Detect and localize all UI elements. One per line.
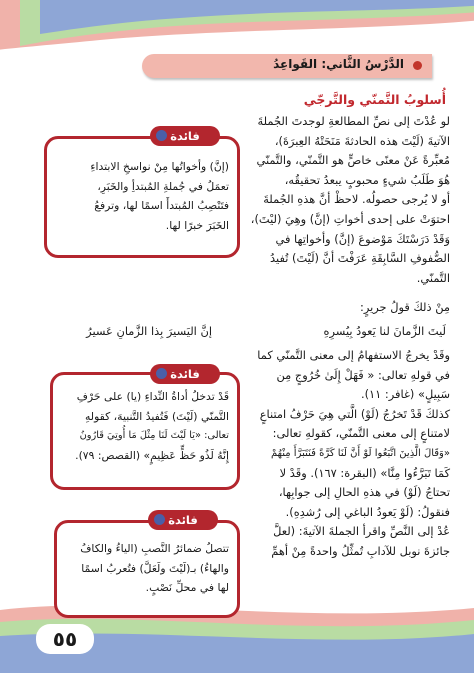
paragraph-line: فنقولُ: (لَوْ يَعودُ الباغي إلى رُشدِهِ). [285, 504, 450, 519]
paragraph-line: جائزةَ نوبل للآدابِ تُمثِّلُ واحدةً مِنْ أهمِّ [271, 543, 450, 558]
note-tag [148, 510, 218, 530]
note-line: قَدْ تدخلُ أداةُ النِّداءِ (يا) على حَرْفِ [76, 390, 229, 403]
note-line: لها في محلِّ نَصْبٍ. [145, 581, 229, 594]
section-title: أُسلوبُ التَّمنّي والتَّرجّي [303, 92, 446, 107]
paragraph-line: في قولهِ تعالى: « فَهَلْ إِلَىٰ خُرُوجٍ مِن [276, 367, 450, 382]
note-line: تعالى: «يَا لَيْتَ لَنَا مِثْلَ مَا أُوتِيَ قَارُونُ [79, 430, 229, 441]
paragraph-line: احتوَتْ على إحدى أخواتِ (إنَّ) وهِيَ (ليْتَ)، [250, 211, 450, 226]
poem-intro: مِنْ ذلكَ قولُ جريرٍ: [359, 300, 450, 314]
paragraph-line: سَبِيلٍ» (غافر: ١١). [360, 387, 450, 402]
note-line: التَّمنّي (لَيْتَ) فَتُفيدُ التَّنبيهَ، كقولهِ [84, 409, 229, 423]
top-decoration [0, 0, 474, 55]
info-icon [156, 130, 167, 141]
note-line: تعمَلُ في جُملةِ المُبتدأِ والخَبَرِ، [97, 179, 229, 193]
paragraph-line: لو عُدْتَ إلى نصِّ المطالعةِ لوجدتَ الجُملةَ [257, 114, 450, 128]
second-paragraph [238, 346, 450, 562]
note-box [54, 520, 240, 618]
paragraph-line: الآتيةَ (لَيْتَ هذه الحادثةَ مَنَحَتْهُ العِبرَةَ)، [274, 133, 450, 148]
note-line: تتصلُ ضمائرُ النَّصبِ (الياءُ والكافُ [80, 542, 229, 555]
paragraph-line: كَمَا تَبَرَّءُوا مِنَّا» (البقرة: ١٦٧). وقَدْ لا [279, 465, 450, 480]
poem-second-hemistich: إنَّ اليَسيرَ بِذا الزَّمانِ عَسيرُ [86, 324, 212, 338]
note-tag-label: فائدة [170, 129, 200, 143]
note-line: (إنَّ) وأخواتُها مِنْ نواسخِ الابتداءِ [90, 160, 229, 173]
paragraph-line: الصُّفوفِ السَّابِقَةِ عَرَفْتَ أنَّ (لَيْتَ) تُفيدُ [270, 251, 450, 266]
paragraph-line: لامتناعٍ إلى معنى التَّمنّي، كقولهِ تعالى: [272, 426, 450, 441]
info-icon [154, 514, 165, 525]
lesson-banner-title: الدَّرْسُ الثَّاني: القَواعِدُ [273, 57, 404, 71]
note-line: الخَبَرَ خبرًا لها. [165, 218, 229, 232]
paragraph-line: عُدْ إلى النَّصِّ واقرأ الجملةَ الآتيةَ: (لعلَّ [273, 524, 450, 539]
note-text [65, 539, 229, 598]
lesson-banner [142, 54, 432, 78]
paragraph-line: أو لا يُرجى حصولُه. لاحظْ أنَّ هذهِ الجُملةَ [263, 192, 450, 207]
note-tag [150, 126, 220, 146]
paragraph-line: مُعبِّرةً عَنْ معنًى خاصٍّ هو التَّمنّي، والتَّمنّي [256, 153, 450, 168]
paragraph-line: وقَدْ يخرجُ الاستفهامُ إلى معنى التَّمنّي كما [257, 348, 450, 362]
paragraph-line: وَقَدْ دَرَسْتَكَ مَوْضوعَ (إنَّ) وأخواتِها في [275, 231, 450, 246]
paragraph-line: كذلكَ قَدْ تَخرُجُ (لَوْ) الَّتي هِيَ حَرْفُ امتناعٍ [259, 406, 450, 421]
poem-first-hemistich: لَيتَ الزَّمانَ لنا يَعودُ بِيُسرِهِ [323, 324, 446, 338]
main-paragraph [238, 112, 450, 288]
note-tag [150, 364, 220, 384]
note-box [50, 372, 240, 490]
info-icon [156, 368, 167, 379]
paragraph-line: التَّمنّي. [416, 270, 450, 285]
bullet-dot-icon [413, 61, 422, 70]
note-tag-label: فائدة [168, 513, 198, 527]
note-text [55, 157, 229, 235]
note-line: إِنَّهُ لَذُو حَظٍّ عَظِيمٍ» (القصص: ٧٩). [75, 448, 229, 462]
note-line: فتَنْصِبُ المُبتدأَ اسمًا لها، وترفعُ [94, 199, 229, 212]
note-tag-label: فائدة [170, 367, 200, 381]
paragraph-line: «وَقَالَ الَّذِينَ اتَّبَعُوا لَوْ أَنَّ لَنَا كَرَّةً فَنَتَبَرَّأَ مِنْهُمْ [270, 447, 450, 459]
note-line: والهاءُ) بـ(لَيْتَ ولَعَلَّ) فتُعربُ اسمًا [81, 561, 229, 575]
page-number: ٥٥ [36, 624, 94, 654]
paragraph-line: هُوَ طَلَبُ شيءٍ محبوبٍ يبعدُ تحقيقُه، [284, 172, 450, 187]
note-box [44, 136, 240, 258]
paragraph-line: تحتاجُ (لَوْ) في هذهِ الحالِ إلى جوابِها، [278, 485, 450, 500]
note-text [61, 387, 229, 465]
